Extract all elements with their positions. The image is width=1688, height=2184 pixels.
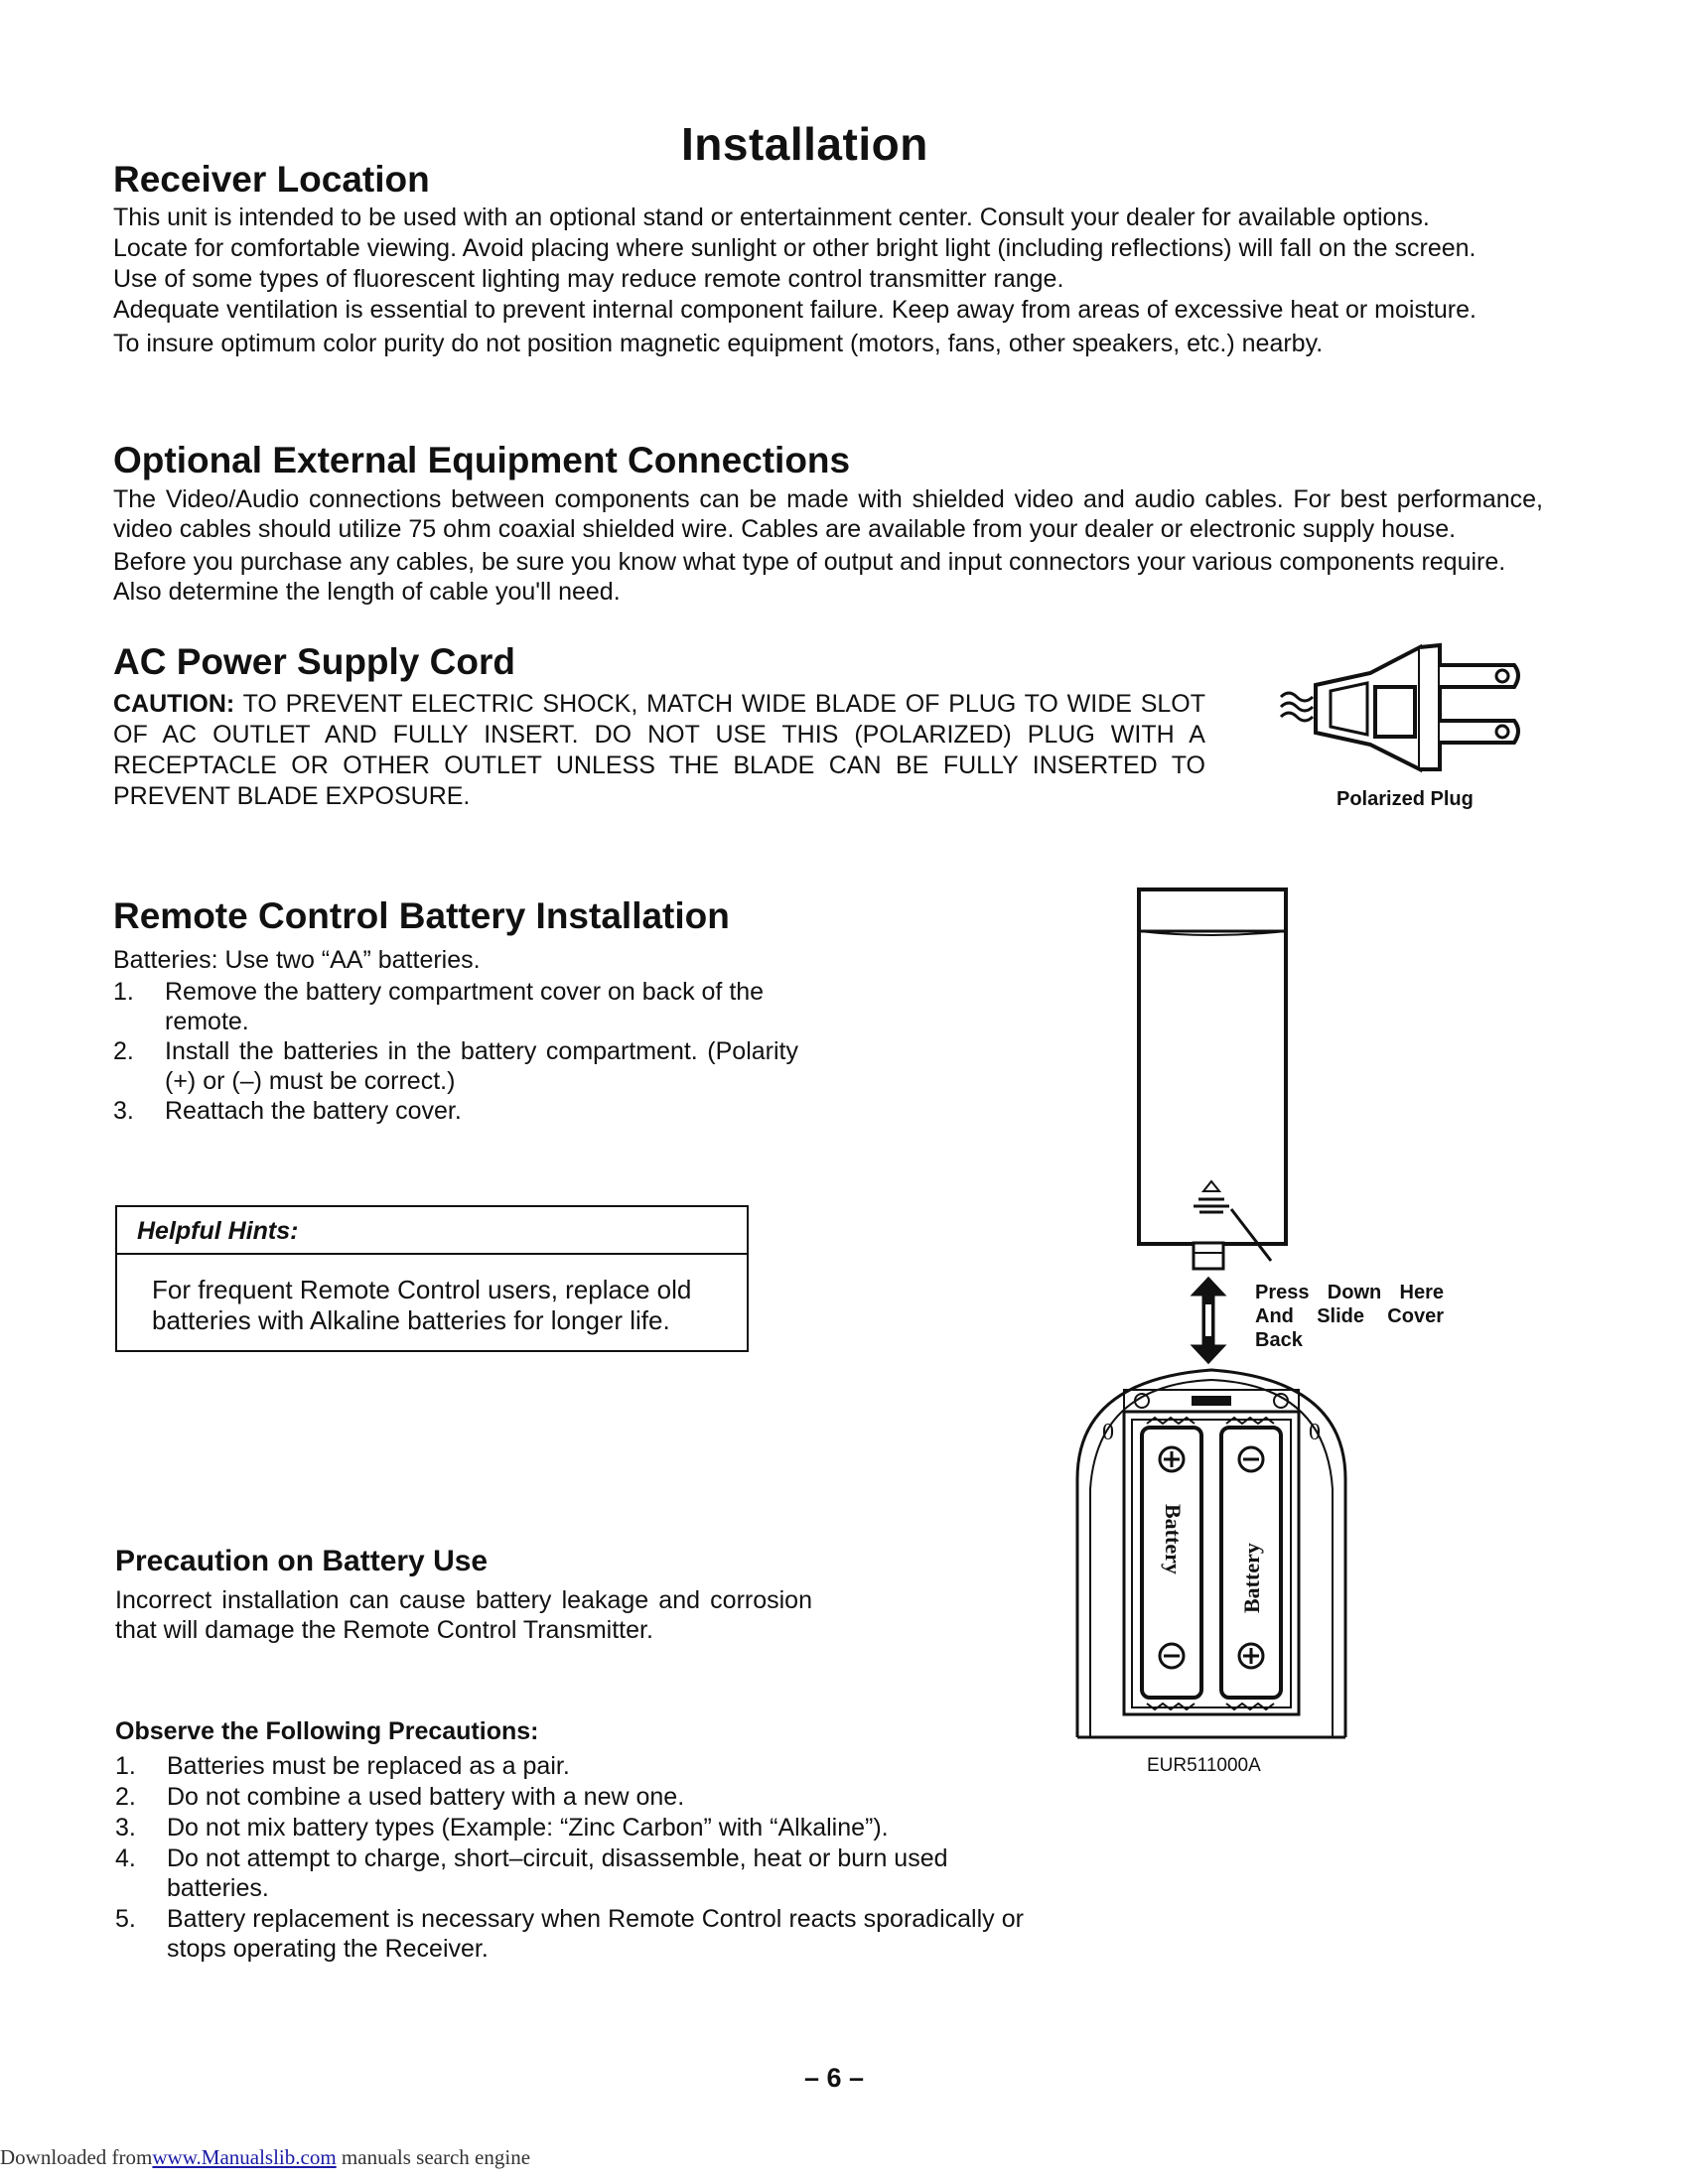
list-item: 1. Batteries must be replaced as a pair. <box>115 1752 570 1780</box>
list-item: 2. Install the batteries in the battery compartment. (Polarity (+) or (–) must be correct.) <box>113 1037 798 1095</box>
battery-label-right: Battery <box>1239 1543 1264 1613</box>
side-mark-right: 0 <box>1309 1420 1321 1445</box>
list-item: 3. Do not mix battery types (Example: “Zinc Carbon” with “Alkaline”). <box>115 1814 889 1842</box>
side-mark-left: 0 <box>1102 1420 1114 1445</box>
external-equipment-heading: Optional External Equipment Connections <box>113 440 851 480</box>
paragraph: This unit is intended to be used with an optional stand or entertainment center. Consult your dealer for available options. <box>113 204 1430 231</box>
model-code: EUR511000A <box>1147 1755 1261 1776</box>
helpful-hints-box <box>115 1205 749 1352</box>
footer-link[interactable]: www.Manualslib.com <box>152 2145 337 2169</box>
page-title: Installation <box>681 118 928 170</box>
helpful-hints-text: For frequent Remote Control users, replace old batteries with Alkaline batteries for longer life. <box>152 1275 692 1335</box>
battery-installation-heading: Remote Control Battery Installation <box>113 895 730 936</box>
ac-power-heading: AC Power Supply Cord <box>113 641 515 682</box>
battery-label-left: Battery <box>1161 1504 1186 1574</box>
precautions-list <box>115 1751 1024 1964</box>
paragraph: Before you purchase any cables, be sure you know what type of output and input connectors your various components require. Also determine the length of cable you'll need. <box>113 548 1506 606</box>
ac-power-caution <box>113 689 1205 812</box>
paragraph: The Video/Audio connections between components can be made with shielded video and audio cables. For best performance, video cables should utilize 75 ohm coaxial shielded wire. Cables are available from your dealer or electronic supply house. <box>113 485 1543 543</box>
press-down-label: Press Down Here And Slide Cover Back <box>1255 1282 1444 1351</box>
battery-steps-list <box>113 977 798 1126</box>
list-item: 1. Remove the battery compartment cover on back of the remote. <box>113 978 765 1035</box>
helpful-hints-title: Helpful Hints: <box>117 1207 747 1255</box>
footer-suffix: manuals search engine <box>341 2145 531 2169</box>
receiver-location-heading: Receiver Location <box>113 159 430 200</box>
receiver-location-body <box>113 203 1543 359</box>
battery-intro: Batteries: Use two “AA” batteries. <box>113 946 481 974</box>
list-item: 4. Do not attempt to charge, short–circuit, disassemble, heat or burn used batteries. <box>115 1844 948 1902</box>
caution-label: CAUTION: <box>113 690 235 718</box>
download-footer <box>0 2145 530 2170</box>
caution-text: TO PREVENT ELECTRIC SHOCK, MATCH WIDE BLADE OF PLUG TO WIDE SLOT OF AC OUTLET AND FULLY INSERT. DO NOT USE THIS (POLARIZED) PLUG WITH A RECEPTACLE OR OTHER OUTLET UNLESS THE BLADE CAN BE FULLY INSERTED TO PREVENT BLADE EXPOSURE. <box>113 690 1206 810</box>
polarized-plug-caption: Polarized Plug <box>1336 788 1474 810</box>
precaution-text: Incorrect installation can cause battery leakage and corrosion that will damage the Remote Control Transmitter. <box>115 1586 812 1644</box>
list-item: 5. Battery replacement is necessary when Remote Control reacts sporadically or stops operating the Receiver. <box>115 1905 1024 1963</box>
precaution-heading: Precaution on Battery Use <box>115 1545 489 1577</box>
page-number: – 6 – <box>804 2063 865 2093</box>
external-equipment-body <box>113 484 1543 607</box>
paragraph: To insure optimum color purity do not position magnetic equipment (motors, fans, other speakers, etc.) nearby. <box>113 330 1324 357</box>
list-item: 3. Reattach the battery cover. <box>113 1097 462 1125</box>
precautions-subheading: Observe the Following Precautions: <box>115 1717 539 1745</box>
list-item: 2. Do not combine a used battery with a new one. <box>115 1783 685 1811</box>
paragraph: Locate for comfortable viewing. Avoid placing where sunlight or other bright light (including reflections) will fall on the screen. <box>113 234 1477 262</box>
paragraph: Use of some types of fluorescent lighting may reduce remote control transmitter range. <box>113 265 1064 293</box>
polarized-plug-icon <box>1276 635 1524 774</box>
paragraph: Adequate ventilation is essential to prevent internal component failure. Keep away from areas of excessive heat or moisture. <box>113 296 1477 324</box>
footer-prefix: Downloaded from <box>0 2145 153 2169</box>
